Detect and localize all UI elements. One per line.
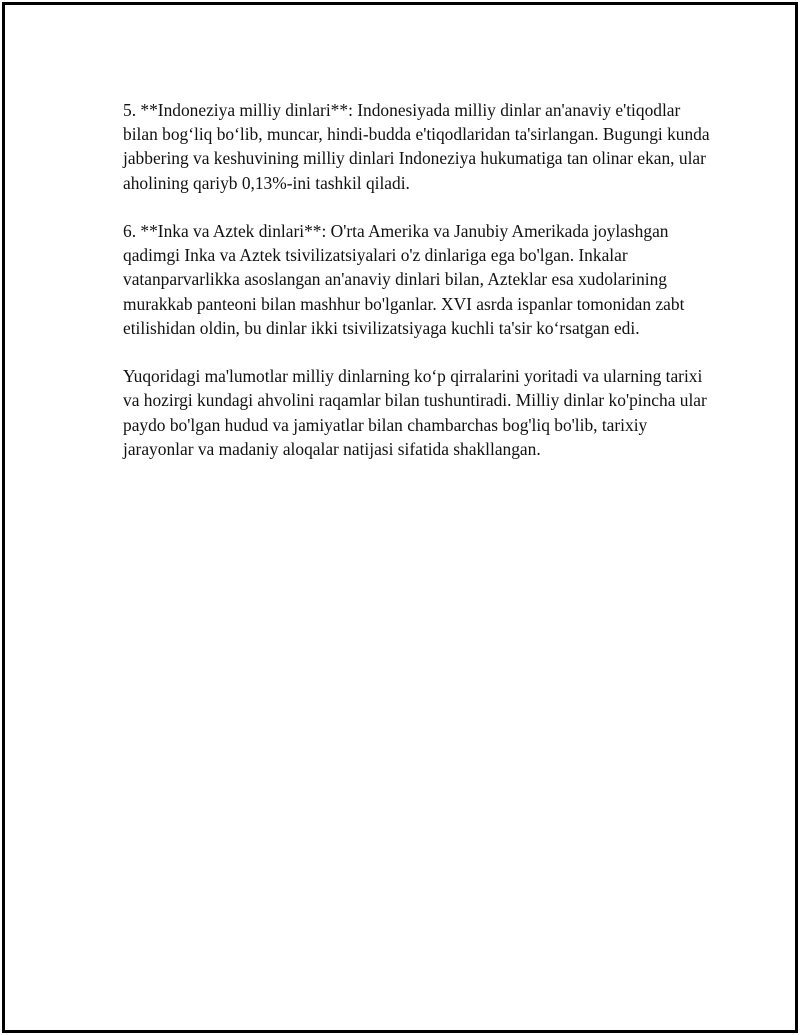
paragraph-summary: Yuqoridagi ma'lumotlar milliy dinlarning ko‘p qirralarini yoritadi va ularning tarixi va hozirgi kundagi ahvolini raqamlar bilan tushuntiradi. Milliy dinlar ko'pincha ular paydo bo'lgan hudud va jamiyatlar bilan chambarchas bog'liq bo'lib, tarixiy jarayonlar va madaniy aloqalar natijasi sifatida shakllangan. (123, 366, 707, 459)
document-body (123, 98, 713, 461)
paragraph-inca-aztec: 6. **Inka va Aztek dinlari**: O'rta Amerika va Janubiy Amerikada joylashgan qadimgi Inka va Aztek tsivilizatsiyalari o'z dinlariga ega bo'lgan. Inkalar vatanparvarlikka asoslangan an'anaviy dinlari bilan, Azteklar esa xudolarining murakkab panteoni bilan mashhur bo'lganlar. XVI asrda ispanlar tomonidan zabt etilishidan oldin, bu dinlar ikki tsivilizatsiyaga kuchli ta'sir ko‘rsatgan edi. (123, 221, 685, 338)
paragraph-indonesia: 5. **Indoneziya milliy dinlari**: Indonesiyada milliy dinlar an'anaviy e'tiqodlar bilan bog‘liq bo‘lib, muncar, hindi-budda e'tiqodlaridan ta'sirlangan. Bugungi kunda jabbering va keshuvining milliy dinlari Indoneziya hukumatiga tan olinar ekan, ular aholining qariyb 0,13%-ini tashkil qiladi. (123, 100, 710, 193)
page-frame (2, 2, 798, 1033)
